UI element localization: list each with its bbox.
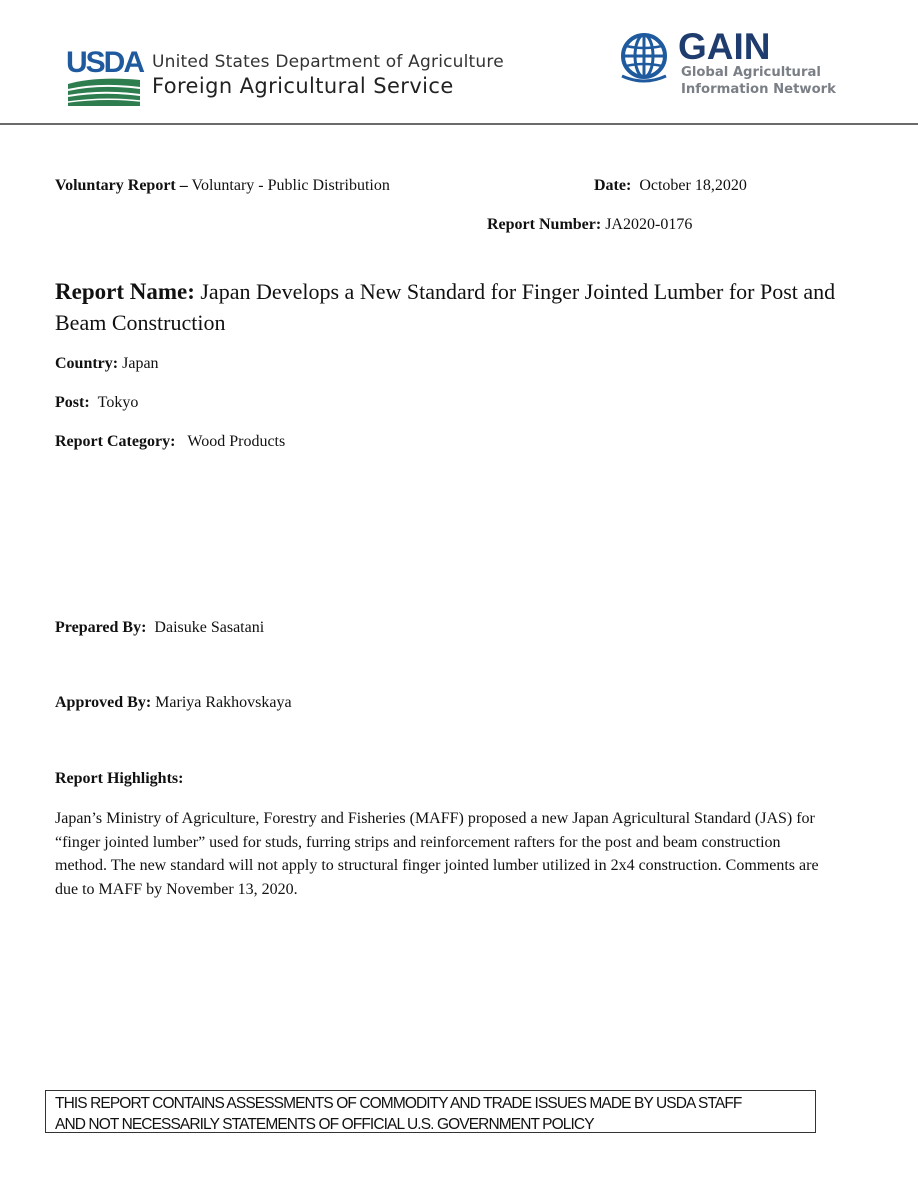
report-name bbox=[55, 276, 845, 338]
prepared-value: Daisuke Sasatani bbox=[154, 619, 265, 636]
country-value: Japan bbox=[118, 355, 159, 372]
report-type-value: Voluntary - Public Distribution bbox=[187, 177, 390, 194]
report-number-label: Report Number: bbox=[487, 216, 602, 233]
approved-label: Approved By: bbox=[55, 694, 152, 711]
prepared-label: Prepared By: bbox=[55, 619, 147, 636]
disclaimer-line2: AND NOT NECESSARILY STATEMENTS OF OFFICIAL U.S. GOVERNMENT POLICY bbox=[55, 1116, 594, 1133]
disclaimer-line1: THIS REPORT CONTAINS ASSESSMENTS OF COMMODITY AND TRADE ISSUES MADE BY USDA STAFF bbox=[55, 1095, 742, 1112]
post-value: Tokyo bbox=[97, 394, 139, 411]
report-number-value: JA2020-0176 bbox=[601, 216, 693, 233]
post bbox=[55, 394, 138, 412]
report-name-label: Report Name: bbox=[55, 279, 195, 304]
report-category bbox=[55, 433, 285, 451]
report-type-label: Voluntary Report – bbox=[55, 177, 188, 194]
date-value: October 18,2020 bbox=[639, 177, 747, 194]
report-number bbox=[487, 216, 692, 234]
header-divider bbox=[0, 123, 918, 125]
post-label: Post: bbox=[55, 394, 90, 411]
report-date bbox=[594, 177, 747, 195]
gain-subtitle-line1: Global Agricultural bbox=[681, 65, 821, 80]
country-label: Country: bbox=[55, 355, 119, 372]
report-name-value: Japan Develops a New Standard for Finger Jointed Lumber for Post and Beam Construction bbox=[55, 279, 836, 335]
country bbox=[55, 355, 159, 373]
category-label: Report Category: bbox=[55, 433, 176, 450]
highlights-heading: Report Highlights: bbox=[55, 770, 184, 787]
approved-value: Mariya Rakhovskaya bbox=[151, 694, 292, 711]
highlights-body: Japan’s Ministry of Agriculture, Forestry and Fisheries (MAFF) proposed a new Japan Agricultural Standard (JAS) for “finger jointed lumber” used for studs, furring strips and reinforcement rafters for the post and beam construction method. The new standard will not apply to structural finger jointed lumber utilized in 2x4 construction. Comments are due to MAFF by November 13, 2020. bbox=[55, 810, 819, 898]
gain-subtitle-line2: Information Network bbox=[681, 82, 836, 97]
department-name: United States Department of Agriculture bbox=[152, 52, 504, 72]
globe-icon bbox=[618, 32, 670, 84]
service-name: Foreign Agricultural Service bbox=[152, 74, 454, 98]
approved-by bbox=[55, 694, 292, 712]
disclaimer-box bbox=[45, 1090, 816, 1133]
category-value: Wood Products bbox=[187, 433, 286, 450]
gain-title: GAIN bbox=[678, 26, 771, 67]
usda-logo-text: USDA bbox=[66, 46, 144, 79]
report-type bbox=[55, 177, 390, 195]
date-label: Date: bbox=[594, 177, 632, 194]
prepared-by bbox=[55, 619, 264, 637]
